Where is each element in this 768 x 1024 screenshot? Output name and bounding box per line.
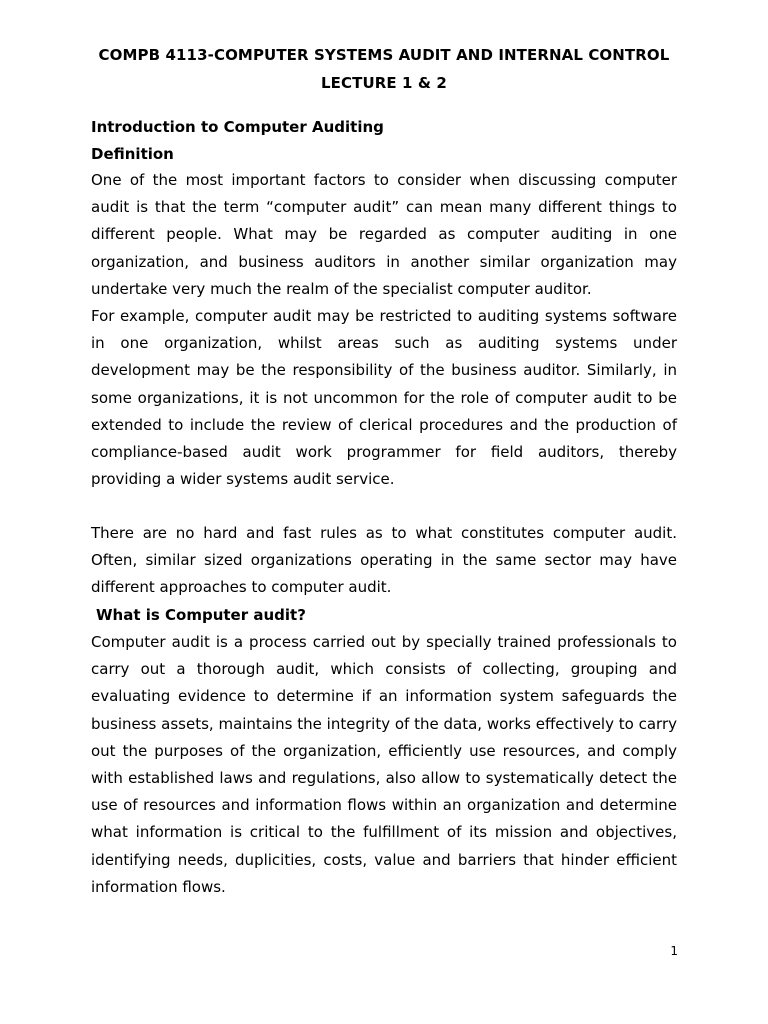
section-heading-introduction: Introduction to Computer Auditing — [91, 118, 384, 136]
section-heading-definition: Definition — [91, 145, 174, 163]
paragraph-computer-audit-process: Computer audit is a process carried out by specially trained professionals to carry out a thorough audit, which consists of collecting, grouping and evaluating evidence to determine if an information system safeguards the business assets, maintains the integrity of the data, works effectively to carry out the purposes of the organization, efficiently use resources, and comply with established laws and regulations, also allow to systematically detect the use of resources and information flows within an organization and determine what information is critical to the fulfillment of its mission and objectives, identifying needs, duplicities, costs, value and barriers that hinder efficient information flows. — [91, 633, 677, 896]
document-title: COMPB 4113-COMPUTER SYSTEMS AUDIT AND INTERNAL CONTROL — [98, 46, 670, 64]
paragraph-no-hard-rules: There are no hard and fast rules as to what constitutes computer audit. Often, similar sized organizations operating in the same sector may have different approaches to computer audit. — [91, 524, 677, 597]
page-number: 1 — [670, 944, 678, 958]
paragraph-definition: One of the most important factors to consider when discussing computer audit is that the term “computer audit” can mean many different things to different people. What may be regarded as computer auditing in one organization, and business auditors in another similar organization may undertake very much the realm of the specialist computer auditor. — [91, 171, 677, 298]
section-heading-what-is-computer-audit: What is Computer audit? — [96, 606, 306, 624]
document-subtitle: LECTURE 1 & 2 — [321, 74, 447, 92]
paragraph-example: For example, computer audit may be restricted to auditing systems software in one organization, whilst areas such as auditing systems under development may be the responsibility of the business auditor. Similarly, in some organizations, it is not uncommon for the role of computer audit to be extended to include the review of clerical procedures and the production of compliance-based audit work programmer for field auditors, thereby providing a wider systems audit service. — [91, 307, 677, 489]
